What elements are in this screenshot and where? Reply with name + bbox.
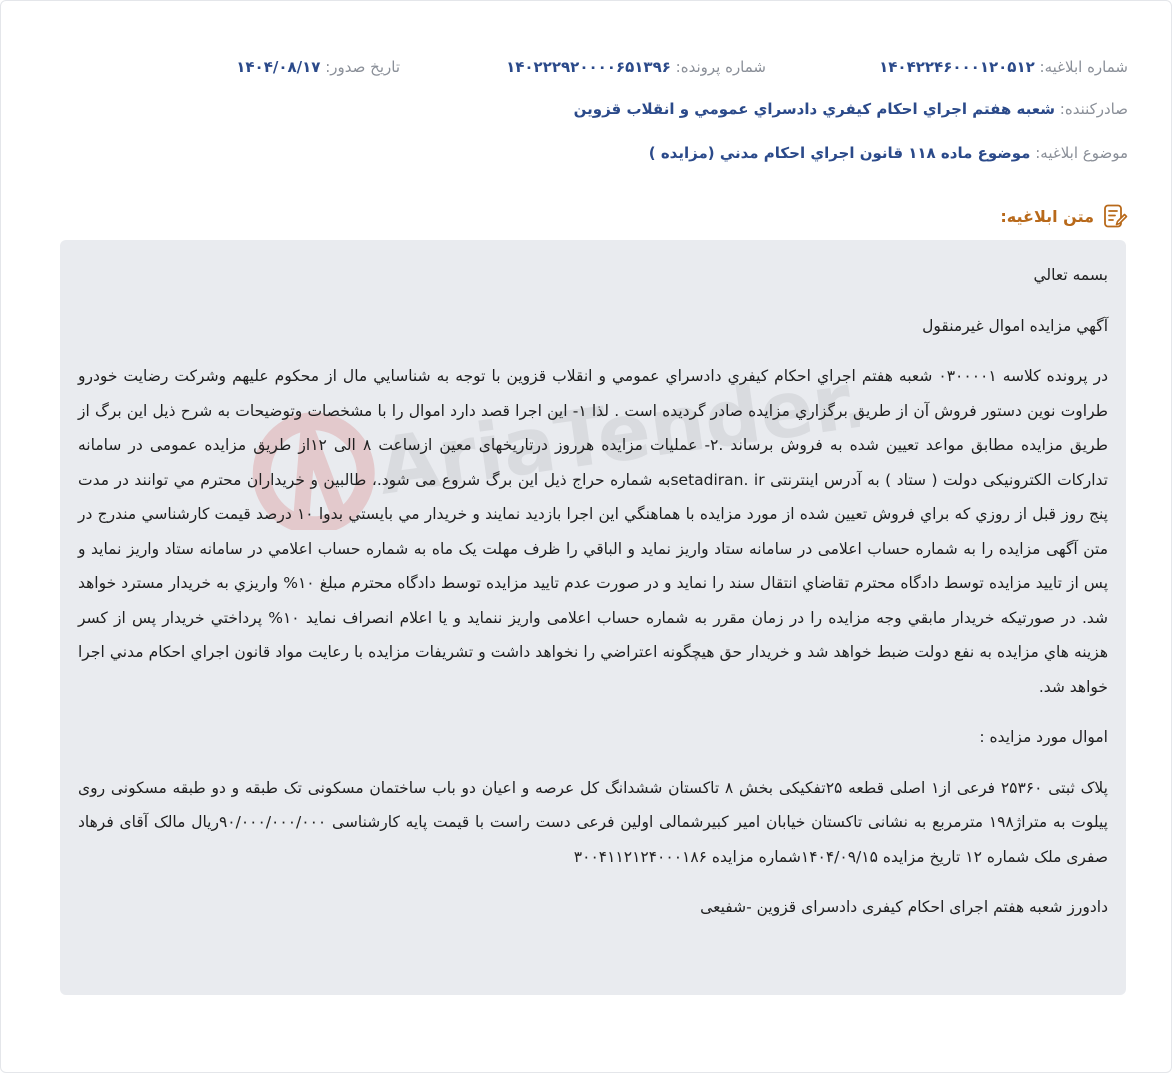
issuer-row	[574, 100, 1128, 118]
notice-meta-row	[60, 58, 1128, 82]
notice-text-section-title	[1000, 203, 1128, 229]
notice-body-box	[60, 240, 1126, 995]
items-heading: اموال مورد مزايده :	[979, 728, 1108, 746]
issue-date-field	[236, 58, 400, 76]
case-number-label: شماره پرونده:	[675, 58, 766, 76]
notice-number-value: ۱۴۰۴۲۲۴۶۰۰۰۱۲۰۵۱۲	[879, 58, 1035, 76]
notice-signature: دادورز شعبه هفتم اجرای احکام کیفری دادسرای قزوین -شفیعی	[700, 898, 1108, 916]
case-number-value: ۱۴۰۲۲۲۹۲۰۰۰۰۶۵۱۳۹۶	[506, 58, 671, 76]
notice-number-label: شماره ابلاغیه:	[1039, 58, 1128, 76]
notice-paragraph: در پرونده کلاسه ۰۳۰۰۰۰۱ شعبه هفتم اجراي احكام كيفري دادسراي عمومي و انقلاب قزوين با توجه به شناسايي مال از محکوم علیهم وشرکت رضایت خودرو طراوت نوین دستور فروش آن از طريق برگزاري مزايده صادر گرديده است . لذا ۱- این اجرا قصد دارد اموال را با مشخصات وتوضیحات به شرح ذيل اين برگ از طريق مزايده مطابق مواعد تعيين شده به فروش برساند .۲- عملیات مزایده هرروز درتاریخهای معین ازساعت ۸ الی ۱۲از طریق مزایده عمومی در سامانه تدارکات الکترونیکی دولت ( ستاد ) به آدرس اینترنتی setadiran. irبه شماره حراج ذيل اين برگ شروع می شود.، طالبين و خريداران محترم مي توانند در مدت پنج روز قبل از روزي كه براي فروش تعيين شده از مورد مزايده با هماهنگي اين اجرا بازديد نمايند و خريدار مي بايستي بدوا ۱۰ درصد قيمت كارشناسي مندرج در متن آگهی مزایده را به شماره حساب اعلامی در سامانه ستاد واریز نماید و الباقي را ظرف مهلت يک ماه به شماره حساب اعلامي در سامانه ستاد واریز نماید و پس از تاييد مزايده توسط دادگاه محترم تقاضاي انتقال سند را نمايد و در صورت عدم تاييد مزايده توسط دادگاه محترم مبلغ ۱۰% واريزي به خريدار مسترد خواهد شد. در صورتيكه خريدار مابقي وجه مزايده را در زمان مقرر به شماره حساب اعلامی واريز ننمايد و يا اعلام انصراف نمايد ۱۰% پرداختي خريدار پس از كسر هزينه هاي مزايده به نفع دولت ضبط خواهد شد و خريدار حق هيچگونه اعتراضي را نخواهد داشت و تشريفات مزايده با رعايت مواد قانون اجراي احكام مدني اجرا خواهد شد.	[78, 367, 1109, 696]
subject-value: موضوع ماده ۱۱۸ قانون اجراي احكام مدني (مزايده )	[648, 144, 1031, 162]
issue-date-value: ۱۴۰۴/۰۸/۱۷	[236, 58, 321, 76]
document-edit-icon	[1102, 203, 1128, 229]
notice-heading: بسمه تعالي	[1033, 266, 1108, 284]
section-title-label: متن ابلاغیه:	[1000, 206, 1094, 226]
issuer-label: صادرکننده:	[1059, 100, 1128, 118]
case-number-field	[506, 58, 766, 76]
subject-row	[649, 144, 1128, 162]
issue-date-label: تاریخ صدور:	[325, 58, 400, 76]
issuer-value: شعبه هفتم اجراي احكام كيفري دادسراي عمومي و انقلاب قزوين	[573, 100, 1055, 118]
subject-label: موضوع ابلاغیه:	[1035, 144, 1128, 162]
watermark-text: AriaTender.net	[372, 334, 860, 513]
notice-title: آگهي مزايده اموال غيرمنقول	[922, 316, 1108, 335]
items-text: پلاک ثبتی ۲۵۳۶۰ فرعی از۱ اصلی قطعه ۲۵تفکیکی بخش ۸ تاکستان ششدانگ کل عرصه و اعیان دو باب ساختمان مسکونی تک طبقه و دو طبقه مسکونی روی پیلوت به متراژ۱۹۸ مترمربع به نشانی تاکستان خیابان امیر کبیرشمالی اولین فرعی دست راست با قیمت پایه کارشناسی ۹۰/۰۰۰/۰۰۰/۰۰۰ریال مالک آقای فرهاد صفری ملک شماره ۱۲ تاریخ مزایده ۱۴۰۴/۰۹/۱۵شماره مزایده ۳۰۰۴۱۱۲۱۲۴۰۰۰۱۸۶	[78, 778, 1108, 866]
notice-body-text	[78, 258, 1108, 941]
notice-number-field	[879, 58, 1128, 76]
